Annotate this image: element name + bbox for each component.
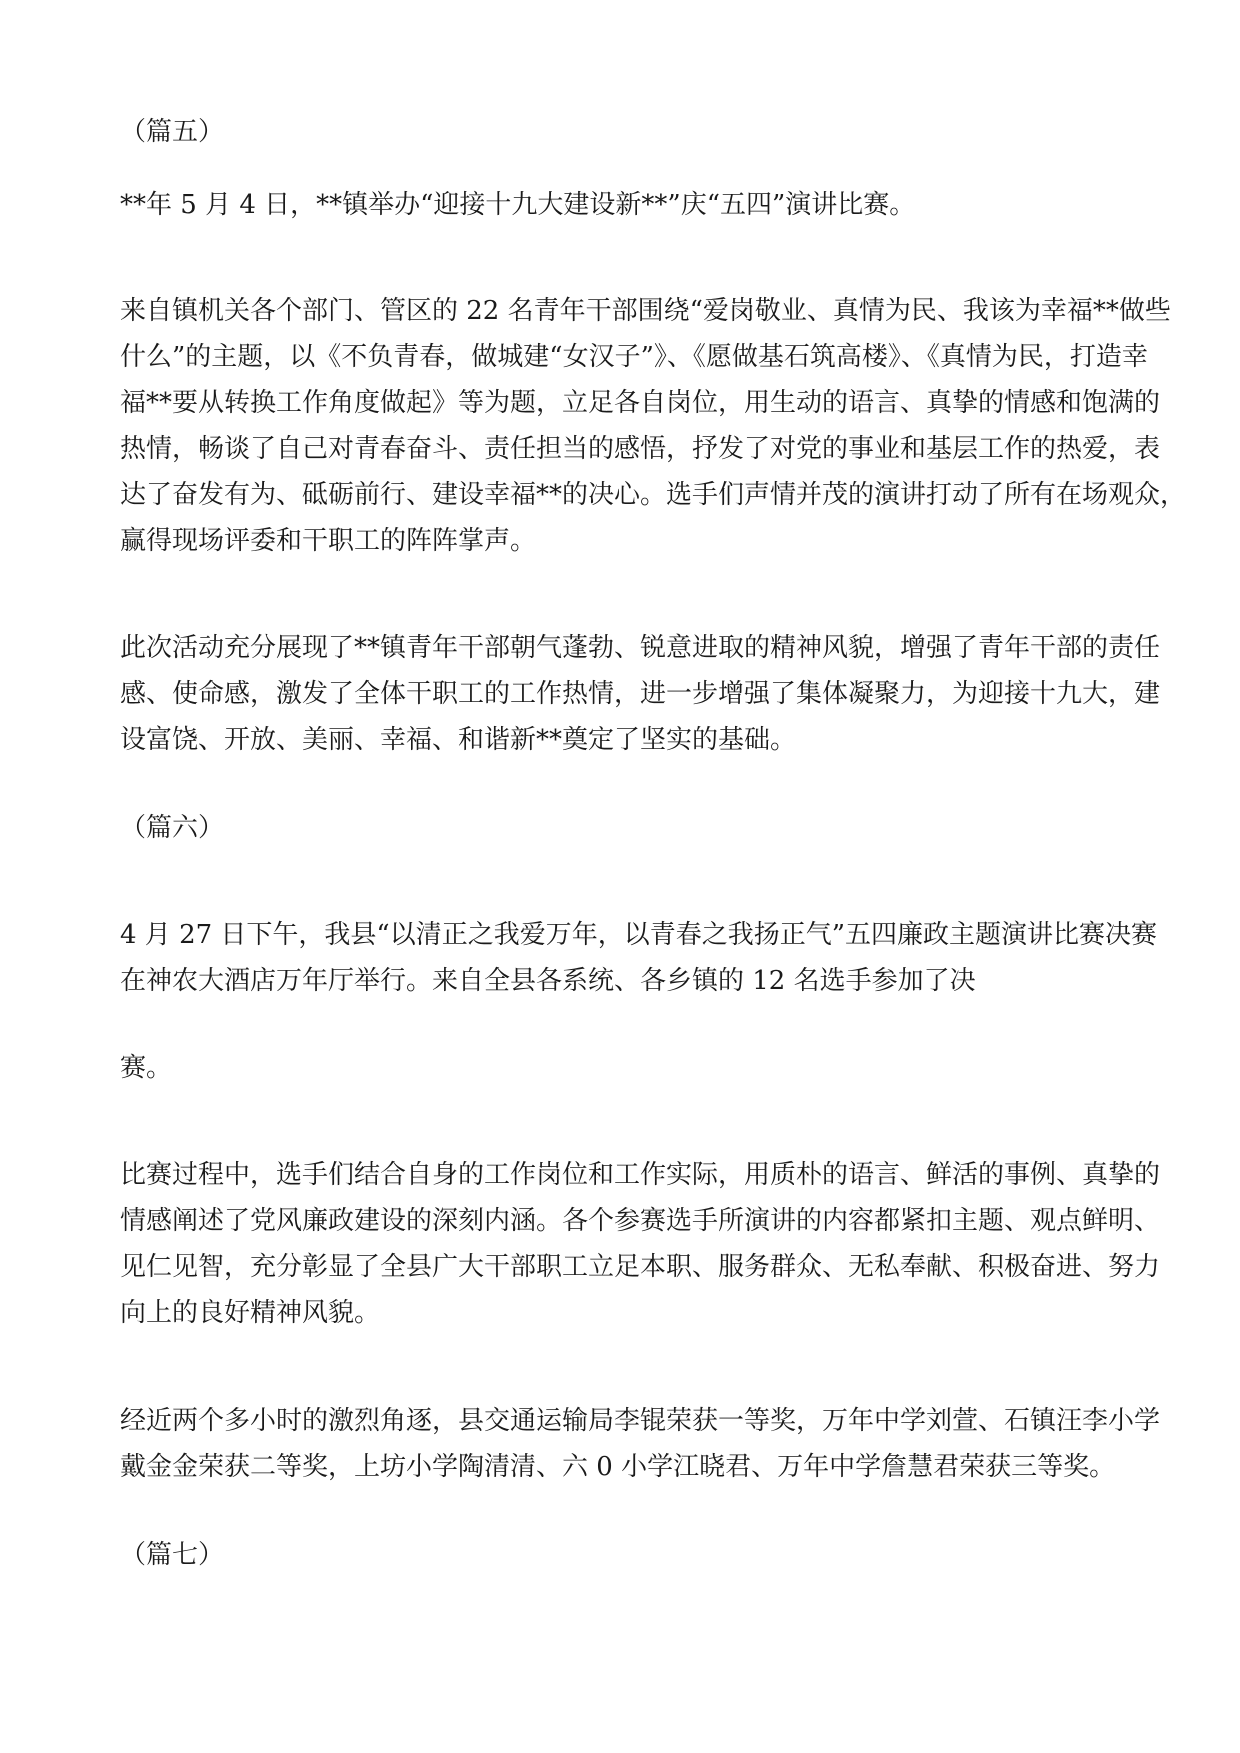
paragraph-line: 情感阐述了党风廉政建设的深刻内涵。各个参赛选手所演讲的内容都紧扣主题、观点鲜明、	[120, 1206, 1161, 1236]
paragraph-line: 达了奋发有为、砥砺前行、建设幸福**的决心。选手们声情并茂的演讲打动了所有在场观众，	[120, 480, 1187, 510]
paragraph-line: 赢得现场评委和干职工的阵阵掌声。	[120, 526, 537, 556]
paragraph-line: 在神农大酒店万年厅举行。来自全县各系统、各乡镇的 12 名选手参加了决	[120, 966, 976, 996]
paragraph-line: 感、使命感，激发了全体干职工的工作热情，进一步增强了集体凝聚力，为迎接十九大，建	[120, 679, 1161, 709]
paragraph-line: 福**要从转换工作角度做起》等为题，立足各自岗位，用生动的语言、真挚的情感和饱满的	[120, 388, 1161, 418]
paragraph-line: 4 月 27 日下午，我县“以清正之我爱万年，以青春之我扬正气”五四廉政主题演讲比赛决赛	[120, 920, 1158, 950]
paragraph-line: 经近两个多小时的激烈角逐，县交通运输局李锟荣获一等奖，万年中学刘萱、石镇汪李小学	[120, 1406, 1161, 1436]
paragraph-line: **年 5 月 4 日，**镇举办“迎接十九大建设新**”庆“五四”演讲比赛。	[120, 190, 916, 220]
paragraph-line: 此次活动充分展现了**镇青年干部朝气蓬勃、锐意进取的精神风貌，增强了青年干部的责任	[120, 633, 1161, 663]
paragraph-line: 什么”的主题，以《不负青春，做城建“女汉子”》、《愿做基石筑高楼》、《真情为民，打造幸	[120, 342, 1148, 372]
paragraph-line: 热情，畅谈了自己对青春奋斗、责任担当的感悟，抒发了对党的事业和基层工作的热爱，表	[120, 434, 1161, 464]
section-heading: （篇五）	[120, 117, 225, 147]
paragraph-line: 比赛过程中，选手们结合自身的工作岗位和工作实际，用质朴的语言、鲜活的事例、真挚的	[120, 1160, 1161, 1190]
paragraph-line: 赛。	[120, 1053, 173, 1083]
paragraph-line: 来自镇机关各个部门、管区的 22 名青年干部围绕“爱岗敬业、真情为民、我该为幸福**做些	[120, 296, 1171, 326]
paragraph-line: 戴金金荣获二等奖，上坊小学陶清清、六 0 小学江晓君、万年中学詹慧君荣获三等奖。	[120, 1452, 1116, 1482]
section-heading: （篇七）	[120, 1540, 225, 1570]
paragraph-line: 见仁见智，充分彰显了全县广大干部职工立足本职、服务群众、无私奉献、积极奋进、努力	[120, 1252, 1161, 1282]
paragraph-line: 向上的良好精神风貌。	[120, 1298, 381, 1328]
paragraph-line: 设富饶、开放、美丽、幸福、和谐新**奠定了坚实的基础。	[120, 725, 797, 755]
section-heading: （篇六）	[120, 813, 225, 843]
